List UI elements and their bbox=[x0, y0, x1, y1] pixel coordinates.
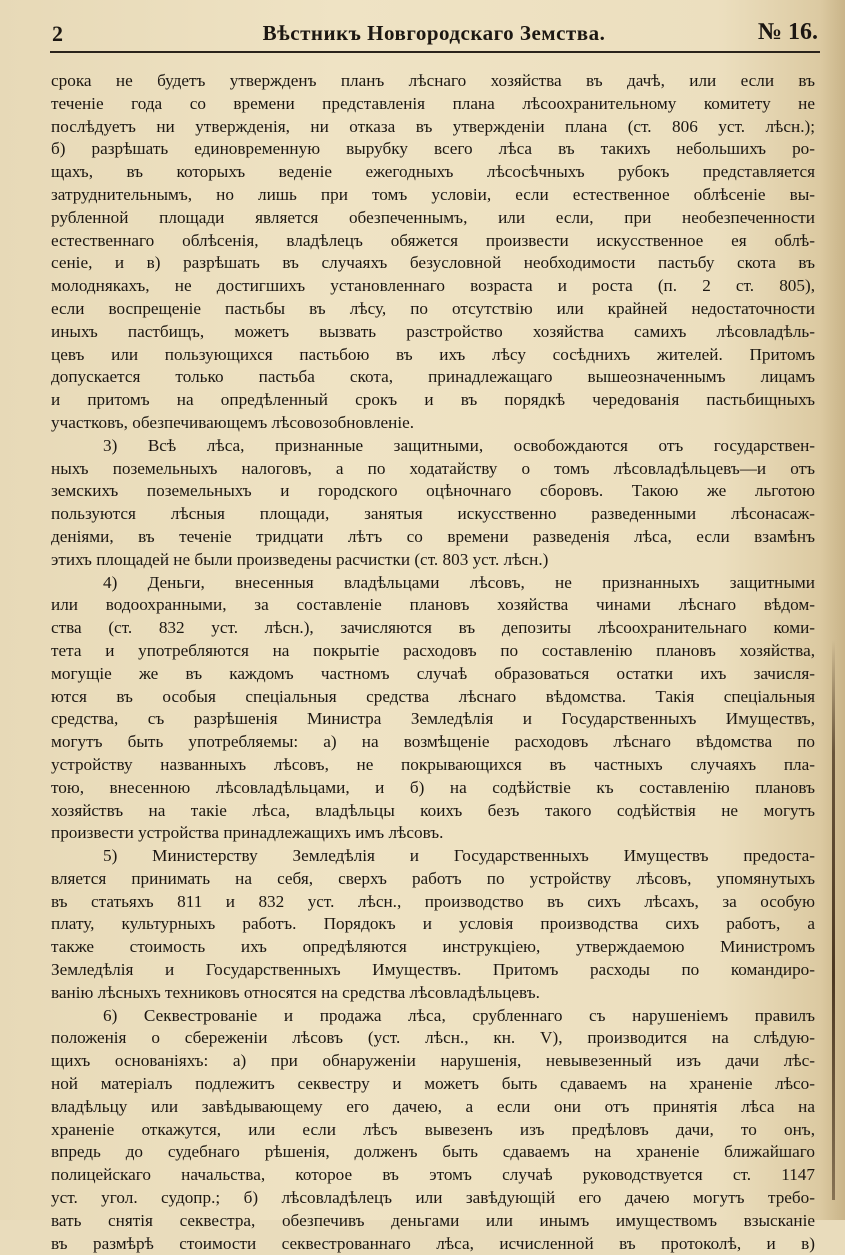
text-line: рубленной площади является обезпеченнымъ, или если, при необезпеченности bbox=[51, 207, 815, 227]
text-line: тою, внесенною лѣсовладѣльцами, и б) на содѣйствіе къ составленію плановъ bbox=[51, 777, 815, 797]
text-line: 5) Министерству Земледѣлія и Государственныхъ Имуществъ предоста- bbox=[103, 846, 815, 866]
text-line: 4) Деньги, внесенныя владѣльцами лѣсовъ, не признанныхъ защитными bbox=[103, 572, 815, 592]
page-number: 2 bbox=[52, 21, 63, 46]
text-line: или водоохранными, за составленіе плановъ хозяйства чинами лѣснаго вѣдом- bbox=[51, 595, 815, 615]
text-line: цевъ или пользующихся пастьбою въ ихъ лѣсу сосѣднихъ жителей. Притомъ bbox=[51, 344, 815, 364]
page-edge-shadow bbox=[832, 640, 835, 1200]
text-line: иныхъ пастбищъ, можетъ вызвать разстройство хозяйства самихъ лѣсовладѣль- bbox=[51, 321, 815, 341]
text-line: устройству названныхъ лѣсовъ, не покрывающихся въ частныхъ случаяхъ пла- bbox=[51, 754, 815, 774]
text-line: 3) Всѣ лѣса, признанные защитными, освобождаются отъ государствен- bbox=[103, 435, 815, 455]
text-line: сеніе, и в) разрѣшать въ случаяхъ безусловной необходимости пастьбу скота въ bbox=[51, 253, 815, 273]
text-line: если воспрещеніе пастьбы въ лѣсу, по отсутствію или крайней недостаточности bbox=[51, 298, 815, 318]
text-line: послѣдуетъ ни утвержденія, ни отказа въ утвержденіи плана (ст. 806 уст. лѣсн.); bbox=[51, 116, 815, 136]
text-line: могутъ быть употребляемы: а) на возмѣщеніе расходовъ лѣснаго вѣдомства по bbox=[51, 732, 815, 752]
text-line: произвести устройства принадлежащихъ имъ лѣсовъ. bbox=[51, 823, 444, 843]
text-line: пользуются лѣсныя площади, занятыя искусственно разведенными лѣсонасаж- bbox=[51, 504, 815, 524]
text-line: средства, съ разрѣшенія Министра Земледѣлія и Государственныхъ Имуществъ, bbox=[51, 709, 815, 729]
text-line: б) разрѣшать единовременную вырубку всего лѣса въ такихъ небольшихъ ро- bbox=[51, 139, 815, 159]
text-line: и притомъ на опредѣленный срокъ и въ порядкѣ чередованія пастьбищныхъ bbox=[51, 390, 815, 410]
article-body bbox=[51, 70, 815, 1255]
text-line: допускается только пастьба скота, принадлежащаго вышеозначеннымъ лицамъ bbox=[51, 367, 815, 387]
text-line: вляется принимать на себя, сверхъ работъ по устройству лѣсовъ, упомянутыхъ bbox=[51, 868, 815, 888]
text-line: деніями, въ теченіе тридцати лѣтъ со времени разведенія лѣса, если взамѣнъ bbox=[51, 526, 815, 546]
text-line: хозяйствъ на такіе лѣса, владѣльцы коихъ безъ такого содѣйствія не могутъ bbox=[51, 800, 815, 820]
text-line: щихъ основаніяхъ: а) при обнаруженіи нарушенія, невывезенный изъ дачи лѣс- bbox=[51, 1051, 815, 1071]
text-line: храненіе откажутся, или если лѣсъ вывезенъ изъ предѣловъ дачи, то онъ, bbox=[51, 1119, 815, 1139]
text-line: ства (ст. 832 уст. лѣсн.), зачисляются въ депозиты лѣсоохранительнаго коми- bbox=[51, 618, 815, 638]
text-line: земскихъ поземельныхъ и городского оцѣночнаго сборовъ. Такою же льготою bbox=[51, 481, 815, 501]
text-line: молоднякахъ, не достигшихъ установленнаго возраста и роста (п. 2 ст. 805), bbox=[51, 276, 815, 296]
text-line: въ размѣрѣ стоимости секвестрованнаго лѣса, исчисленной въ протоколѣ, и в) bbox=[51, 1233, 815, 1253]
text-line: ванію лѣсныхъ техниковъ относятся на средства лѣсовладѣльцевъ. bbox=[51, 982, 540, 1002]
text-line: этихъ площадей не были произведены расчистки (ст. 803 уст. лѣсн.) bbox=[51, 549, 549, 569]
text-line: Земледѣлія и Государственныхъ Имуществъ. Притомъ расходы по командиро- bbox=[51, 960, 815, 980]
text-line: также стоимость ихъ опредѣляются инструкціею, утверждаемою Министромъ bbox=[51, 937, 815, 957]
text-line: срока не будетъ утвержденъ планъ лѣснаго хозяйства въ дачѣ, или если въ bbox=[51, 71, 815, 90]
text-line: естественнаго облѣсенія, владѣлецъ обяжется произвести искусственное ея облѣ- bbox=[51, 230, 815, 250]
text-line: плату, культурныхъ работъ. Порядокъ и условія производства сихъ работъ, а bbox=[51, 914, 815, 934]
page-header bbox=[50, 18, 818, 48]
text-line: ныхъ поземельныхъ налоговъ, а по ходатайству о томъ лѣсовладѣльцевъ—и отъ bbox=[51, 458, 815, 478]
text-line: участковъ, обезпечивающемъ лѣсовозобновленіе. bbox=[51, 412, 415, 432]
text-line: ются въ особыя спеціальныя средства лѣснаго вѣдомства. Такія спеціальныя bbox=[51, 686, 815, 706]
text-line: положенія о сбереженіи лѣсовъ (уст. лѣсн., кн. V), производится на слѣдую- bbox=[51, 1028, 815, 1048]
text-line: уст. угол. судопр.; б) лѣсовладѣлецъ или завѣдующій его дачею могутъ требо- bbox=[51, 1188, 815, 1208]
text-line: могущіе же въ каждомъ частномъ случаѣ образоваться остатки ихъ зачисля- bbox=[51, 663, 815, 683]
header-rule bbox=[50, 51, 820, 53]
text-line: щахъ, въ которыхъ веденіе ежегодныхъ лѣсосѣчныхъ рубокъ представляется bbox=[51, 162, 815, 182]
text-line: тета и употребляются на покрытіе расходовъ по составленію плановъ хозяйства, bbox=[51, 640, 815, 660]
issue-number: № 16. bbox=[757, 19, 818, 45]
text-line: въ статьяхъ 811 и 832 уст. лѣсн., производство въ сихъ лѣсахъ, за особую bbox=[51, 891, 815, 911]
text-line: ной матеріалъ подлежитъ секвестру и можетъ быть сдаваемъ на храненіе лѣсо- bbox=[51, 1074, 815, 1094]
text-line: владѣльцу или завѣдывающему его дачею, а если они отъ принятія лѣса на bbox=[51, 1096, 815, 1116]
periodical-title: Вѣстникъ Новгородскаго Земства. bbox=[262, 21, 606, 45]
text-line: вать снятія секвестра, обезпечивъ деньгами или инымъ имуществомъ взысканіе bbox=[51, 1210, 815, 1230]
text-line: теченіе года со времени представленія плана лѣсоохранительному комитету не bbox=[51, 93, 815, 113]
text-line: 6) Секвестрованіе и продажа лѣса, срубленнаго съ нарушеніемъ правилъ bbox=[103, 1005, 815, 1025]
text-line: затруднительнымъ, но лишь при томъ условіи, если естественное облѣсеніе вы- bbox=[51, 184, 815, 204]
text-line: впредь до судебнаго рѣшенія, долженъ быть сдаваемъ на храненіе ближайшаго bbox=[51, 1142, 815, 1162]
text-line: полицейскаго начальства, которое въ этомъ случаѣ руководствуется ст. 1147 bbox=[51, 1165, 815, 1185]
